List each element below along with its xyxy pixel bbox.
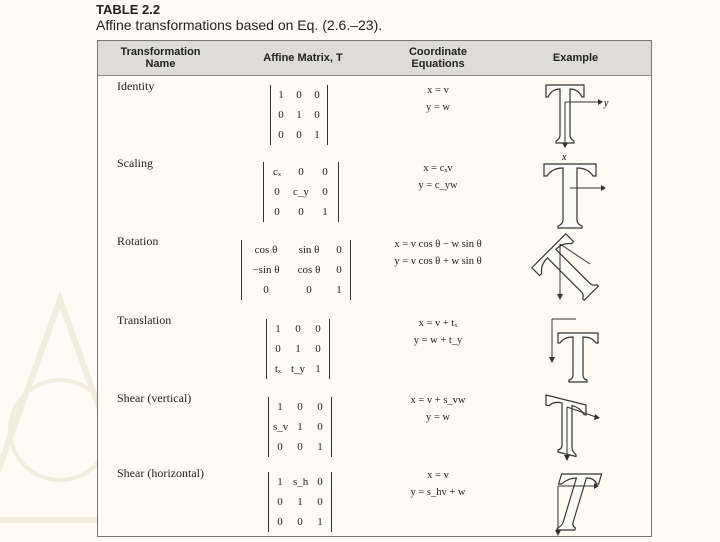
matrix-cell: 0 (297, 441, 303, 453)
matrix-cell: 0 (278, 109, 284, 121)
matrix-cell: 0 (336, 244, 342, 256)
header-transformation-name: Transformation Name (120, 46, 201, 70)
matrix-cell: 1 (296, 109, 302, 121)
matrix-cell: 0 (322, 186, 328, 198)
equation-y: y = s_hv + w (410, 487, 466, 498)
matrix-cell: 0 (317, 421, 323, 433)
equation-x: x = v + tₓ (418, 318, 458, 329)
matrix-cell: 0 (306, 284, 312, 296)
matrix-cell: 0 (322, 166, 328, 178)
equation-y: y = v cos θ + w sin θ (394, 256, 482, 267)
affine-matrix (268, 472, 332, 532)
matrix-cell: 1 (295, 343, 301, 355)
matrix-cell: t_y (291, 363, 306, 375)
affine-matrix (268, 397, 332, 457)
coordinate-equations (378, 82, 498, 116)
matrix-cell: tₓ (274, 363, 282, 375)
coordinate-equations (378, 160, 498, 194)
matrix-cell: 0 (298, 166, 304, 178)
matrix-cell: 0 (274, 186, 280, 198)
matrix-cell: 0 (315, 323, 321, 335)
matrix-cell: 1 (317, 441, 323, 453)
matrix-cell: −sin θ (252, 264, 280, 276)
transformation-name: Translation (117, 313, 172, 327)
coordinate-equations (378, 392, 498, 426)
affine-matrix (263, 162, 339, 222)
equation-x: x = cₓv (423, 163, 453, 174)
matrix-cell: 0 (296, 129, 302, 141)
matrix-cell: 0 (277, 441, 283, 453)
letter-T-scaled-icon (538, 158, 613, 230)
matrix-cell: 1 (314, 129, 320, 141)
matrix-cell: 0 (317, 476, 323, 488)
table-row-rotation (98, 232, 651, 310)
table-row-scaling (98, 154, 651, 232)
matrix-cell: 1 (297, 496, 303, 508)
matrix-cell: 0 (317, 496, 323, 508)
affine-matrix (266, 319, 330, 379)
matrix-cell: 1 (275, 323, 281, 335)
matrix-cell: 0 (314, 109, 320, 121)
equation-y: y = w (425, 102, 450, 113)
matrix-cell: s_v (273, 421, 289, 433)
matrix-cell: 0 (317, 401, 323, 413)
letter-T-shear-horizontal-icon (538, 466, 613, 538)
header-coordinate-equations: Coordinate Equations (408, 46, 468, 70)
matrix-cell: 0 (277, 516, 283, 528)
transformation-name: Identity (117, 79, 155, 93)
coordinate-equations (378, 236, 498, 270)
matrix-cell: 1 (322, 206, 328, 218)
letter-T-shear-vertical-icon (538, 393, 613, 465)
matrix-cell: 0 (277, 496, 283, 508)
equation-x: x = v + s_vw (410, 395, 466, 406)
letter-T-identity-icon (538, 81, 613, 163)
coordinate-equations (378, 467, 498, 501)
transformation-name: Rotation (117, 234, 159, 248)
equation-x: x = v (427, 470, 449, 481)
matrix-cell: s_h (293, 476, 309, 488)
matrix-cell: 0 (275, 343, 281, 355)
matrix-cell: 1 (297, 421, 303, 433)
table-row-translation (98, 311, 651, 389)
axis-label-x: x (562, 152, 567, 163)
matrix-cell: 1 (277, 476, 283, 488)
header-example: Example (552, 52, 599, 64)
equation-y: y = c_yw (418, 180, 458, 191)
matrix-cell: cos θ (297, 264, 321, 276)
matrix-cell: 0 (274, 206, 280, 218)
table-label: TABLE 2.2 (96, 2, 161, 17)
matrix-cell: 0 (315, 343, 321, 355)
table-row-shear-horizontal (98, 464, 651, 542)
matrix-cell: 0 (314, 89, 320, 101)
matrix-cell: 0 (263, 284, 269, 296)
matrix-cell: 1 (277, 401, 283, 413)
matrix-cell: 0 (297, 516, 303, 528)
affine-matrix (241, 240, 351, 300)
matrix-cell: 0 (295, 323, 301, 335)
matrix-cell: 0 (298, 206, 304, 218)
matrix-cell: 0 (297, 401, 303, 413)
equation-y: y = w + t_y (413, 335, 463, 346)
affine-matrix (270, 85, 328, 145)
letter-T-rotated-icon (538, 234, 613, 306)
affine-transformations-table (97, 40, 652, 537)
equation-x: x = v (427, 85, 449, 96)
matrix-cell: 1 (278, 89, 284, 101)
table-header (98, 41, 651, 76)
matrix-cell: 0 (296, 89, 302, 101)
transformation-name: Shear (vertical) (117, 391, 192, 405)
matrix-cell: cos θ (254, 244, 278, 256)
table-caption: Affine transformations based on Eq. (2.6.–23). (96, 17, 383, 33)
coordinate-equations (378, 315, 498, 349)
matrix-cell: 0 (278, 129, 284, 141)
equation-x: x = v cos θ − w sin θ (394, 239, 482, 250)
equation-y: y = w (425, 412, 450, 423)
transformation-name: Scaling (117, 156, 153, 170)
matrix-cell: cₓ (272, 166, 282, 178)
table-row-shear-vertical (98, 389, 651, 467)
matrix-cell: 0 (336, 264, 342, 276)
axis-label-y: y (604, 98, 609, 109)
transformation-name: Shear (horizontal) (117, 466, 204, 480)
letter-T-translated-icon (538, 313, 613, 385)
matrix-cell: c_y (293, 186, 309, 198)
matrix-cell: sin θ (298, 244, 320, 256)
matrix-cell: 1 (336, 284, 342, 296)
matrix-cell: 1 (315, 363, 321, 375)
header-affine-matrix: Affine Matrix, T (263, 52, 343, 64)
matrix-cell: 1 (317, 516, 323, 528)
